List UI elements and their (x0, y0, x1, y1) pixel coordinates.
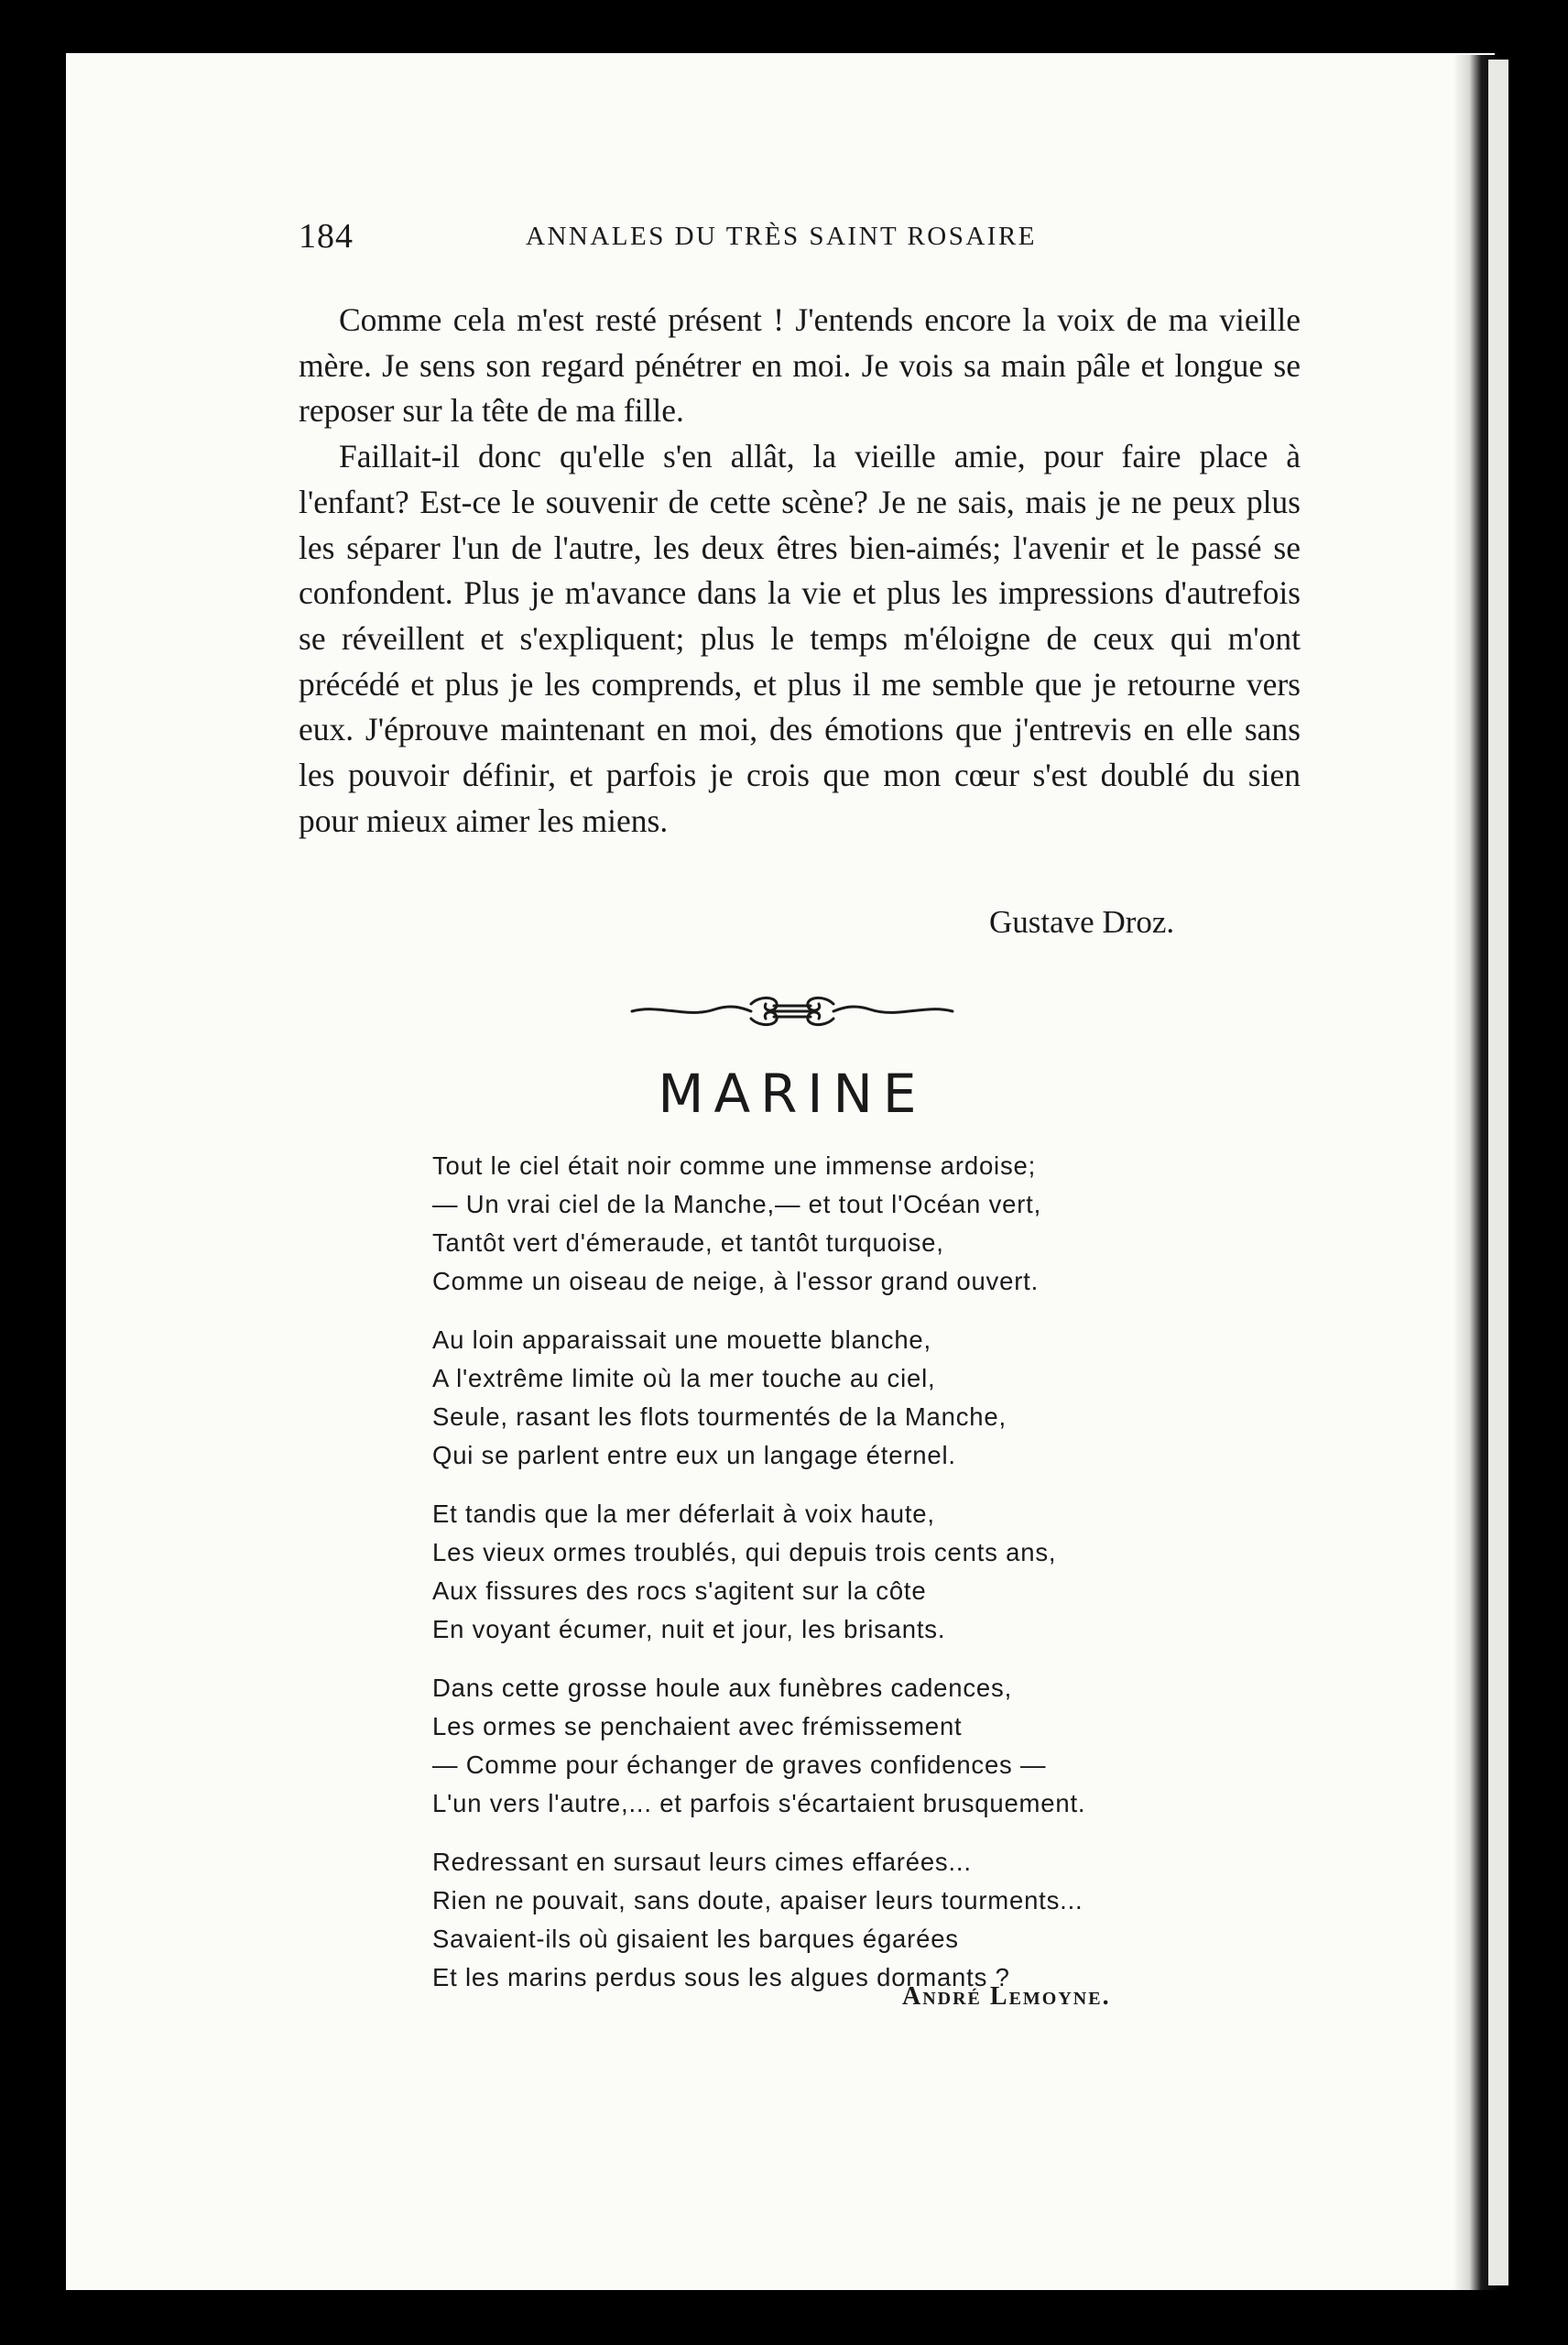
page-number: 184 (299, 217, 354, 256)
poem-line: Les ormes se penchaient avec frémissement (432, 1712, 963, 1740)
poem-signature: André Lemoyne. (902, 1982, 1111, 2011)
poem-stanza (432, 1843, 1211, 1997)
poem-line: Tout le ciel était noir comme une immense ardoise; (432, 1151, 1037, 1180)
poem-stanza (432, 1669, 1211, 1823)
poem-title: MARINE (658, 1063, 927, 1125)
poem-stanza (432, 1321, 1211, 1475)
prose-excerpt (299, 298, 1301, 844)
poem-line: Dans cette grosse houle aux funèbres cadences, (432, 1674, 1013, 1702)
running-title: ANNALES DU TRÈS SAINT ROSAIRE (526, 222, 1038, 251)
poem-line: Rien ne pouvait, sans doute, apaiser leurs tourments... (432, 1886, 1083, 1914)
poem-stanza (432, 1495, 1211, 1649)
poem-line: Seule, rasant les flots tourmentés de la Manche, (432, 1402, 1007, 1431)
poem-line: Au loin apparaissait une mouette blanche, (432, 1325, 931, 1354)
poem-line: Savaient-ils où gisaient les barques égarées (432, 1925, 959, 1953)
poem-line: Redressant en sursaut leurs cimes effarées... (432, 1848, 972, 1876)
poem-line: Et tandis que la mer déferlait à voix haute, (432, 1500, 935, 1528)
facing-page-edge (1488, 60, 1508, 2285)
prose-paragraph: Faillait-il donc qu'elle s'en allât, la vieille amie, pour faire place à l'enfant? Est-ce le souvenir de cette scène? Je ne sais, mais je ne peux plus les séparer l'un de l'autre, les deux êtres bien-aimés; l'avenir et le passé se confondent. Plus je m'avance dans la vie et plus les impressions d'autrefois se réveillent et s'expliquent; plus le temps m'éloigne de ceux qui m'ont précédé et plus je les comprends, et plus il me semble que je retourne vers eux. J'éprouve maintenant en moi, des émotions que j'entrevis en elle sans les pouvoir définir, et parfois je crois que mon cœur s'est doublé du sien pour mieux aimer les miens. (299, 438, 1301, 839)
poem-line: Et les marins perdus sous les algues dormants ? (432, 1963, 1010, 1991)
poem-line: Les vieux ormes troublés, qui depuis trois cents ans, (432, 1538, 1057, 1566)
poem-line: L'un vers l'autre,... et parfois s'écartaient brusquement. (432, 1789, 1086, 1817)
poem-line: En voyant écumer, nuit et jour, les brisants. (432, 1615, 946, 1643)
prose-paragraph: Comme cela m'est resté présent ! J'entends encore la voix de ma vieille mère. Je sens son regard pénétrer en moi. Je vois sa main pâle et longue se reposer sur la tête de ma fille. (299, 301, 1301, 430)
poem-line: Comme un oiseau de neige, à l'essor grand ouvert. (432, 1267, 1040, 1295)
ornament-divider (623, 976, 962, 1041)
running-header (299, 216, 1323, 262)
poem-line: — Un vrai ciel de la Manche,— et tout l'Océan vert, (432, 1190, 1042, 1218)
poem-line: Aux fissures des rocs s'agitent sur la côte (432, 1576, 927, 1605)
poem-stanza (432, 1147, 1211, 1301)
prose-signature: Gustave Droz. (989, 904, 1175, 940)
poem-line: Tantôt vert d'émeraude, et tantôt turquoise, (432, 1228, 944, 1257)
poem-line: Qui se parlent entre eux un langage éternel. (432, 1441, 956, 1469)
poem-line: — Comme pour échanger de graves confidences — (432, 1751, 1047, 1779)
poem-line: A l'extrême limite où la mer touche au ciel, (432, 1364, 936, 1392)
poem-body (432, 1147, 1211, 2017)
